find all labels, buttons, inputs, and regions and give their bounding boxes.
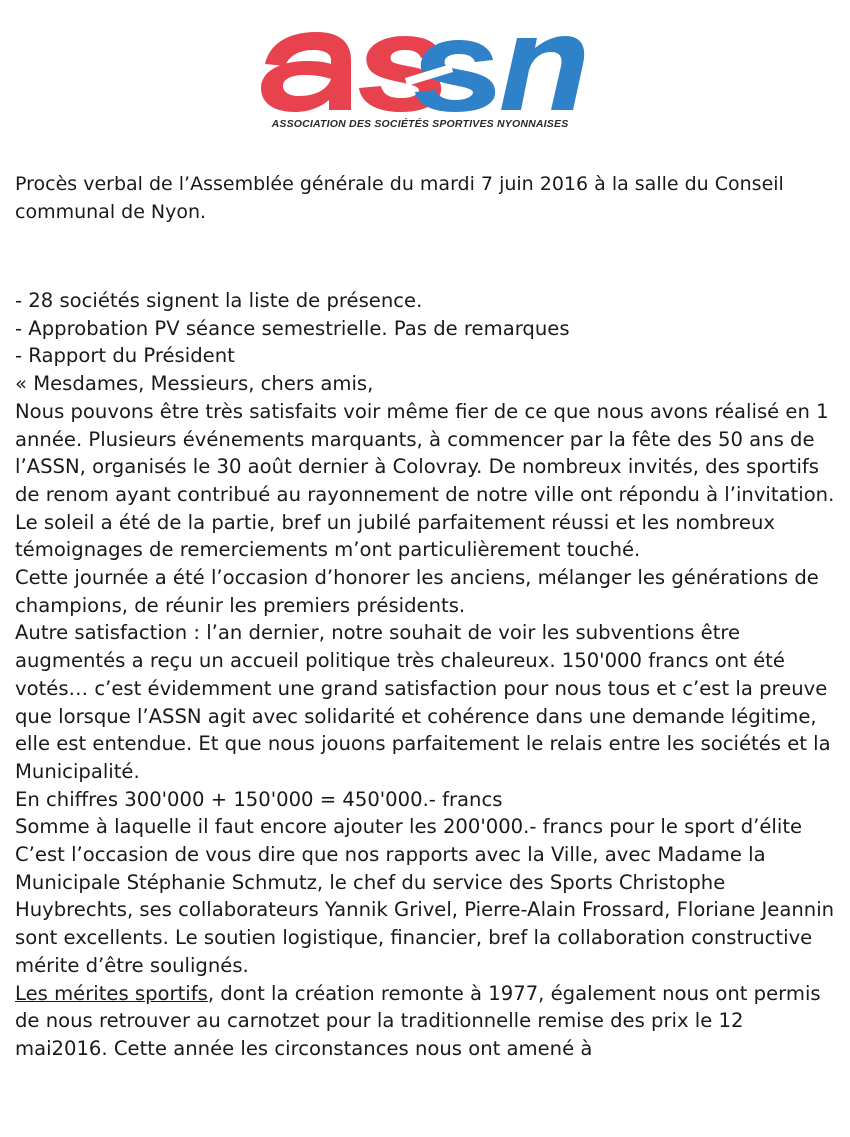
list-item: - 28 sociétés signent la liste de présence. bbox=[15, 289, 423, 312]
list-item: - Approbation PV séance semestrielle. Pas de remarques bbox=[15, 316, 570, 340]
minutes-body bbox=[15, 287, 840, 1063]
speech-paragraph: Nous pouvons être très satisfaits voir même fier de ce que nous avons réalisé en 1 année. Plusieurs événements marquants, à commencer par la fête des 50 ans de l’ASSN, organisés le 30 août dernier à Colovray. De nombreux invités, des sportifs de renom ayant contribué au rayonnement de notre ville ont répondu à l’invitation. Le soleil a été de la partie, bref un jubilé parfaitement réussi et les nombreux témoignages de remerciements m’ont particulièrement touché. bbox=[15, 399, 835, 562]
speech-paragraph: En chiffres 300'000 + 150'000 = 450'000.- francs bbox=[15, 787, 503, 811]
list-item: - Rapport du Président bbox=[15, 344, 235, 368]
speech-paragraph: Cette journée a été l’occasion d’honorer les anciens, mélanger les générations de champions, de réunir les premiers présidents. bbox=[15, 566, 819, 617]
merites-sportifs-heading: Les mérites sportifs bbox=[15, 981, 208, 1005]
speech-paragraph: C’est l’occasion de vous dire que nos rapports avec la Ville, avec Madame la Municipale Stéphanie Schmutz, le chef du service des Sports Christophe Huybrechts, ses collaborateurs Yannik Grivel, Pierre-Alain Frossard, Floriane Jeannin sont excellents. Le soutien logistique, financier, bref la collaboration constructive mérite d’être soulignés. bbox=[15, 843, 835, 977]
assn-logo bbox=[255, 24, 585, 134]
assn-logo-mark bbox=[255, 24, 585, 116]
speech-paragraph: Autre satisfaction : l’an dernier, notre souhait de voir les subventions être augmentés a reçu un accueil politique très chaleureux. 150'000 francs ont été votés… c’est évidemment une grand satisfaction pour nous tous et c’est la preuve que lorsque l’ASSN agit avec solidarité et cohérence dans une demande légitime, elle est entendue. Et que nous jouons parfaitement le relais entre les sociétés et la Municipalité. bbox=[15, 621, 831, 783]
speech-paragraph: Somme à laquelle il faut encore ajouter les 200'000.- francs pour le sport d’élite bbox=[15, 815, 803, 839]
speech-paragraph bbox=[15, 980, 840, 1063]
speech-paragraph-text: , dont la création remonte à 1977, également nous ont permis de nous retrouver au carnotzet pour la traditionnelle remise des prix le 12 mai2016. Cette année les circonstances nous ont amené à bbox=[15, 981, 821, 1060]
speech-greeting: « Mesdames, Messieurs, chers amis, bbox=[15, 372, 374, 396]
page-title: Procès verbal de l’Assemblée générale du mardi 7 juin 2016 à la salle du Conseil communal de Nyon. bbox=[15, 173, 784, 223]
logo-caption: ASSOCIATION DES SOCIÉTÉS SPORTIVES NYONNAISES bbox=[271, 118, 569, 130]
